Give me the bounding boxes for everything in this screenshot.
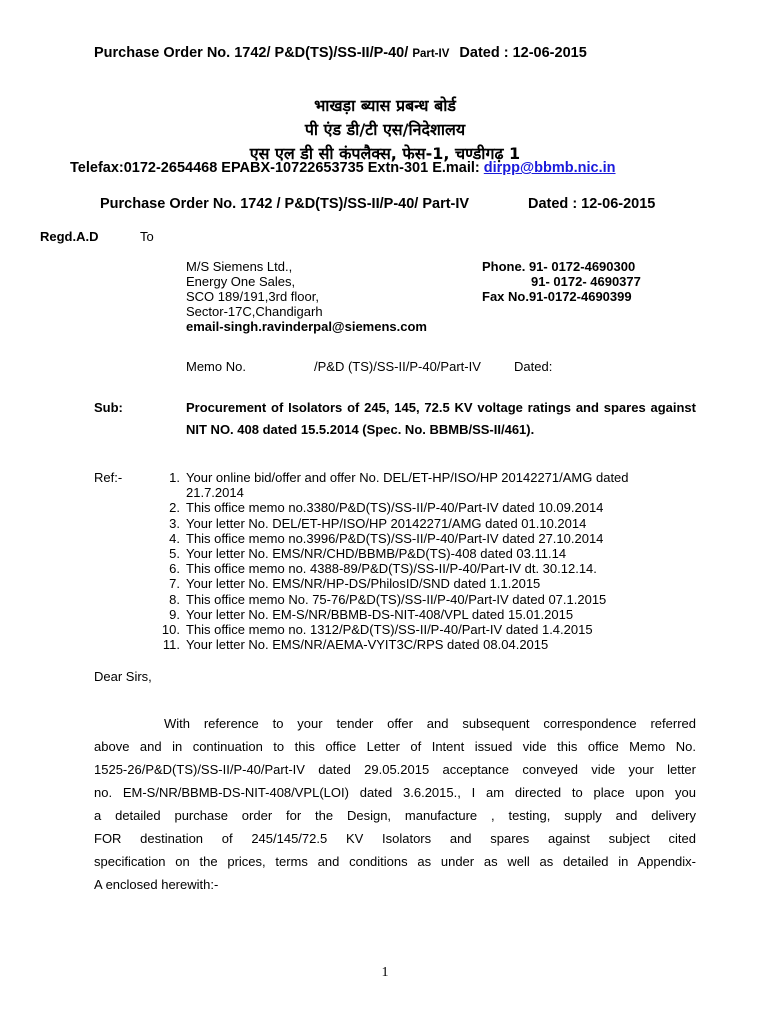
recipient-email: email-singh.ravinderpal@siemens.com bbox=[186, 319, 427, 334]
ref-number: 8. bbox=[169, 591, 180, 607]
list-item bbox=[150, 470, 710, 500]
list-item bbox=[150, 576, 710, 591]
ref-line: This office memo no.3996/P&D(TS)/SS-II/P-40/Part-IV dated 27.10.2014 bbox=[186, 530, 604, 546]
telefax-text: Telefax:0172-2654468 EPABX-10722653735 Extn-301 E.mail: bbox=[70, 160, 484, 176]
po-number: Purchase Order No. 1742 / P&D(TS)/SS-II/P-40/ Part-IV bbox=[100, 196, 470, 212]
ref-line: Your online bid/offer and offer No. DEL/ET-HP/ISO/HP 20142271/AMG dated bbox=[186, 470, 629, 485]
recipient-phone: Phone. 91- 0172-4690300 bbox=[482, 259, 636, 274]
header-po-number: Purchase Order No. 1742/ P&D(TS)/SS-II/P-40/ bbox=[94, 45, 409, 61]
memo-dated: Dated: bbox=[514, 359, 553, 374]
ref-number: 4. bbox=[169, 530, 180, 546]
subject-label: Sub: bbox=[94, 400, 123, 415]
ref-line: This office memo no. 1312/P&D(TS)/SS-II/P-40/Part-IV dated 1.4.2015 bbox=[186, 622, 593, 638]
header-po-date: Dated : 12-06-2015 bbox=[459, 45, 587, 61]
subject-text: Procurement of Isolators of 245, 145, 72.5 KV voltage ratings and spares against NIT NO. 408 dated 15.5.2014 (Spec. No. BBMB/SS-II/461). bbox=[186, 400, 696, 437]
ref-line: Your letter No. EMS/NR/CHD/BBMB/P&D(TS)-408 dated 03.11.14 bbox=[186, 546, 567, 562]
recipient-address bbox=[186, 259, 427, 334]
to-label: To bbox=[140, 229, 154, 244]
ref-line: This office memo no. 4388-89/P&D(TS)/SS-II/P-40/Part-IV dt. 30.12.14. bbox=[186, 561, 597, 577]
list-item bbox=[150, 500, 710, 515]
org-address-hindi: एस एल डी सी कंपलैक्स, फेस-1, चण्डीगढ़ 1 bbox=[249, 144, 521, 163]
contact-line bbox=[70, 160, 616, 176]
list-item bbox=[150, 546, 710, 561]
list-item bbox=[150, 607, 710, 622]
body-line: specification on the prices, terms and conditions as under as well as detailed in Appendix- bbox=[94, 854, 696, 869]
email-link[interactable]: dirpp@bbmb.nic.in bbox=[483, 160, 616, 176]
memo-reference: /P&D (TS)/SS-II/P-40/Part-IV bbox=[314, 359, 481, 374]
ref-number: 7. bbox=[169, 576, 180, 592]
header-po-part: Part-IV bbox=[412, 48, 450, 60]
dept-name-hindi: पी एंड डी/टी एस/निदेशालय bbox=[304, 120, 466, 139]
ref-text bbox=[186, 470, 629, 500]
org-name-hindi: भाखड़ा ब्यास प्रबन्ध बोर्ड bbox=[314, 96, 456, 115]
body-paragraph bbox=[94, 712, 696, 896]
ref-number: 6. bbox=[169, 561, 180, 577]
ref-number: 2. bbox=[169, 500, 180, 516]
address-line: M/S Siemens Ltd., bbox=[186, 259, 293, 274]
ref-line: This office memo No. 75-76/P&D(TS)/SS-II/P-40/Part-IV dated 07.1.2015 bbox=[186, 591, 607, 607]
ref-number: 5. bbox=[169, 546, 180, 562]
address-line: SCO 189/191,3rd floor, bbox=[186, 289, 319, 304]
list-item bbox=[150, 622, 710, 637]
list-item bbox=[150, 531, 710, 546]
ref-number: 11. bbox=[162, 637, 180, 653]
reference-list bbox=[150, 470, 710, 652]
ref-label: Ref:- bbox=[94, 470, 123, 485]
body-line: above and in continuation to this office Letter of Intent issued vide this office Memo No. bbox=[94, 739, 696, 754]
list-item bbox=[150, 561, 710, 576]
list-item bbox=[150, 592, 710, 607]
ref-number: 1. bbox=[169, 470, 180, 485]
ref-line: Your letter No. DEL/ET-HP/ISO/HP 20142271/AMG dated 01.10.2014 bbox=[186, 515, 587, 531]
body-line: A enclosed herewith:- bbox=[94, 877, 219, 892]
body-line: no. EM-S/NR/BBMB-DS-NIT-408/VPL(LOI) dated 3.6.2015., I am directed to place upon you bbox=[94, 785, 696, 800]
salutation: Dear Sirs, bbox=[94, 669, 152, 684]
header-po-line bbox=[94, 45, 587, 61]
ref-line: Your letter No. EMS/NR/HP-DS/PhilosID/SND dated 1.1.2015 bbox=[186, 576, 541, 592]
recipient-fax: Fax No.91-0172-4690399 bbox=[482, 289, 632, 304]
po-date: Dated : 12-06-2015 bbox=[528, 196, 656, 212]
page-number: 1 bbox=[381, 965, 389, 980]
ref-number: 9. bbox=[169, 606, 180, 622]
list-item bbox=[150, 516, 710, 531]
address-line: Sector-17C,Chandigarh bbox=[186, 304, 323, 319]
ref-line: 21.7.2014 bbox=[186, 485, 244, 501]
ref-line: Your letter No. EMS/NR/AEMA-VYIT3C/RPS dated 08.04.2015 bbox=[186, 637, 549, 653]
body-line: FOR destination of 245/145/72.5 KV Isolators and spares against subject cited bbox=[94, 831, 696, 846]
memo-label: Memo No. bbox=[186, 359, 246, 374]
ref-line: This office memo no.3380/P&D(TS)/SS-II/P-40/Part-IV dated 10.09.2014 bbox=[186, 500, 604, 516]
recipient-phone-2: 91- 0172- 4690377 bbox=[531, 274, 641, 289]
body-line: a detailed purchase order for the Design, manufacture , testing, supply and delivery bbox=[94, 808, 696, 823]
ref-number: 10. bbox=[161, 622, 180, 638]
address-line: Energy One Sales, bbox=[186, 274, 296, 289]
regd-ad-label: Regd.A.D bbox=[40, 229, 99, 244]
body-line: With reference to your tender offer and subsequent correspondence referred bbox=[164, 716, 696, 731]
ref-line: Your letter No. EM-S/NR/BBMB-DS-NIT-408/VPL dated 15.01.2015 bbox=[186, 606, 574, 622]
body-line: 1525-26/P&D(TS)/SS-II/P-40/Part-IV dated 29.05.2015 acceptance conveyed vide your letter bbox=[94, 762, 696, 777]
ref-number: 3. bbox=[169, 515, 180, 531]
list-item bbox=[150, 637, 710, 652]
